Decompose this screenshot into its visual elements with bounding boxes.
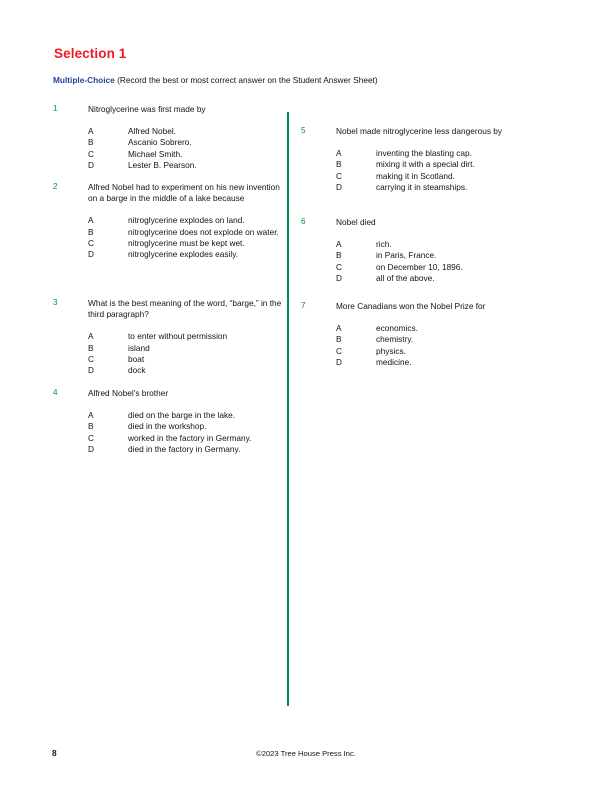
answer-option[interactable] xyxy=(53,444,285,455)
answer-option[interactable] xyxy=(53,365,285,376)
question-block xyxy=(53,104,285,171)
answer-option-text: Michael Smith. xyxy=(128,148,183,159)
answer-option-text: in Paris, France. xyxy=(376,250,437,261)
answer-option[interactable] xyxy=(53,410,285,421)
answer-option[interactable] xyxy=(301,346,533,357)
answer-option-text: mixing it with a special dirt. xyxy=(376,159,475,170)
instructions-label: Multiple-Choice xyxy=(53,75,115,85)
question-block xyxy=(301,301,533,368)
answer-option-text: nitroglycerine must be kept wet. xyxy=(128,237,245,248)
answer-option-text: died in the factory in Germany. xyxy=(128,443,241,454)
answer-option-letter: B xyxy=(88,137,94,148)
answer-option-text: worked in the factory in Germany. xyxy=(128,432,252,443)
question-block xyxy=(53,388,285,455)
answer-option[interactable] xyxy=(53,160,285,171)
answer-option-letter: C xyxy=(88,237,94,248)
question-prompt: Nitroglycerine was first made by xyxy=(88,104,206,114)
answer-option-letter: C xyxy=(88,148,94,159)
answer-options xyxy=(53,410,285,455)
answer-option-text: to enter without permission xyxy=(128,331,228,342)
question-number: 2 xyxy=(53,182,58,191)
answer-option[interactable] xyxy=(53,149,285,160)
answer-option-text: chemistry. xyxy=(376,334,414,345)
footer-copyright: ©2023 Tree House Press Inc. xyxy=(256,749,356,758)
question-header xyxy=(301,301,533,312)
answer-option-letter: D xyxy=(336,356,342,367)
answer-option-letter: C xyxy=(336,261,342,272)
question-number: 4 xyxy=(53,388,58,397)
instructions-line xyxy=(53,75,378,85)
question-block xyxy=(301,217,533,284)
answer-option-letter: A xyxy=(336,239,342,250)
answer-option-letter: B xyxy=(336,159,342,170)
question-prompt: More Canadians won the Nobel Prize for xyxy=(336,301,486,311)
question-number: 6 xyxy=(301,217,306,226)
answer-option[interactable] xyxy=(53,215,285,226)
answer-option-letter: B xyxy=(88,421,94,432)
answer-option-text: nitroglycerine explodes on land. xyxy=(128,215,245,226)
column-divider-line xyxy=(287,112,289,706)
answer-option-letter: B xyxy=(88,226,94,237)
question-header xyxy=(301,126,533,137)
page-title: Selection 1 xyxy=(54,46,127,61)
question-prompt: Nobel died xyxy=(336,217,376,227)
answer-option[interactable] xyxy=(301,159,533,170)
answer-option-text: medicine. xyxy=(376,356,412,367)
question-header xyxy=(301,217,533,228)
answer-option[interactable] xyxy=(53,331,285,342)
answer-option-text: died on the barge in the lake. xyxy=(128,410,236,421)
answer-option[interactable] xyxy=(301,323,533,334)
answer-option-text: died in the workshop. xyxy=(128,421,207,432)
answer-option[interactable] xyxy=(53,354,285,365)
answer-option-letter: C xyxy=(88,432,94,443)
answer-option-letter: A xyxy=(88,331,94,342)
answer-option-letter: D xyxy=(336,181,342,192)
answer-option-text: inventing the blasting cap. xyxy=(376,148,472,159)
question-header xyxy=(53,104,285,115)
answer-option[interactable] xyxy=(53,137,285,148)
answer-option-text: Alfred Nobel. xyxy=(128,126,176,137)
answer-option-text: boat xyxy=(128,353,145,364)
answer-option-letter: A xyxy=(88,126,94,137)
answer-option-text: Lester B. Pearson. xyxy=(128,159,197,170)
answer-option[interactable] xyxy=(53,343,285,354)
answer-option-text: Ascanio Sobrero. xyxy=(128,137,192,148)
answer-option[interactable] xyxy=(301,357,533,368)
question-prompt: Alfred Nobel’s brother xyxy=(88,388,169,398)
answer-option-text: dock xyxy=(128,365,146,376)
answer-option-text: carrying it in steamships. xyxy=(376,181,468,192)
footer-page-number: 8 xyxy=(52,748,57,758)
answer-option-letter: D xyxy=(88,159,94,170)
answer-option[interactable] xyxy=(301,182,533,193)
question-header xyxy=(53,388,285,399)
answer-option[interactable] xyxy=(53,238,285,249)
answer-option-letter: B xyxy=(336,250,342,261)
answer-option-letter: A xyxy=(336,148,342,159)
answer-options xyxy=(301,148,533,193)
instructions-text: (Record the best or most correct answer on the Student Answer Sheet) xyxy=(114,75,378,85)
answer-option-letter: A xyxy=(336,323,342,334)
question-number: 1 xyxy=(53,104,58,113)
answer-option[interactable] xyxy=(301,273,533,284)
answer-option-text: rich. xyxy=(376,239,392,250)
question-prompt: Alfred Nobel had to experiment on his new invention on a barge in the middle of a lake because xyxy=(88,182,280,204)
question-number: 7 xyxy=(301,301,306,310)
answer-option[interactable] xyxy=(53,126,285,137)
answer-option-text: physics. xyxy=(376,345,406,356)
question-number: 3 xyxy=(53,298,58,307)
answer-option-letter: A xyxy=(88,410,94,421)
answer-option-text: island xyxy=(128,342,150,353)
question-block xyxy=(53,298,285,376)
answer-option-letter: D xyxy=(88,443,94,454)
answer-option[interactable] xyxy=(53,433,285,444)
question-prompt: What is the best meaning of the word, “barge,” in the third paragraph? xyxy=(88,298,282,320)
answer-option-text: economics. xyxy=(376,323,418,334)
answer-option-text: nitroglycerine explodes easily. xyxy=(128,249,239,260)
answer-option[interactable] xyxy=(301,250,533,261)
answer-option-letter: B xyxy=(88,342,94,353)
answer-option[interactable] xyxy=(301,171,533,182)
answer-options xyxy=(53,215,285,260)
question-block xyxy=(301,126,533,193)
answer-option-letter: C xyxy=(336,170,342,181)
answer-options xyxy=(53,331,285,376)
answer-option[interactable] xyxy=(301,239,533,250)
answer-option[interactable] xyxy=(301,334,533,345)
answer-option-letter: C xyxy=(336,345,342,356)
answer-option[interactable] xyxy=(53,421,285,432)
answer-option-letter: B xyxy=(336,334,342,345)
answer-option-letter: C xyxy=(88,353,94,364)
answer-option-letter: D xyxy=(88,365,94,376)
answer-option[interactable] xyxy=(53,249,285,260)
answer-option-letter: A xyxy=(88,215,94,226)
answer-options xyxy=(53,126,285,171)
question-block xyxy=(53,182,285,260)
answer-option-letter: D xyxy=(88,249,94,260)
answer-option-letter: D xyxy=(336,272,342,283)
answer-option-text: on December 10, 1896. xyxy=(376,261,463,272)
question-prompt: Nobel made nitroglycerine less dangerous by xyxy=(336,126,503,136)
answer-options xyxy=(301,323,533,368)
answer-option-text: nitroglycerine does not explode on water. xyxy=(128,226,279,237)
answer-options xyxy=(301,239,533,284)
answer-option-text: making it in Scotland. xyxy=(376,170,455,181)
answer-option[interactable] xyxy=(301,262,533,273)
answer-option-text: all of the above. xyxy=(376,272,435,283)
question-number: 5 xyxy=(301,126,306,135)
question-header xyxy=(53,298,285,320)
question-header xyxy=(53,182,285,204)
answer-option[interactable] xyxy=(53,227,285,238)
answer-option[interactable] xyxy=(301,148,533,159)
